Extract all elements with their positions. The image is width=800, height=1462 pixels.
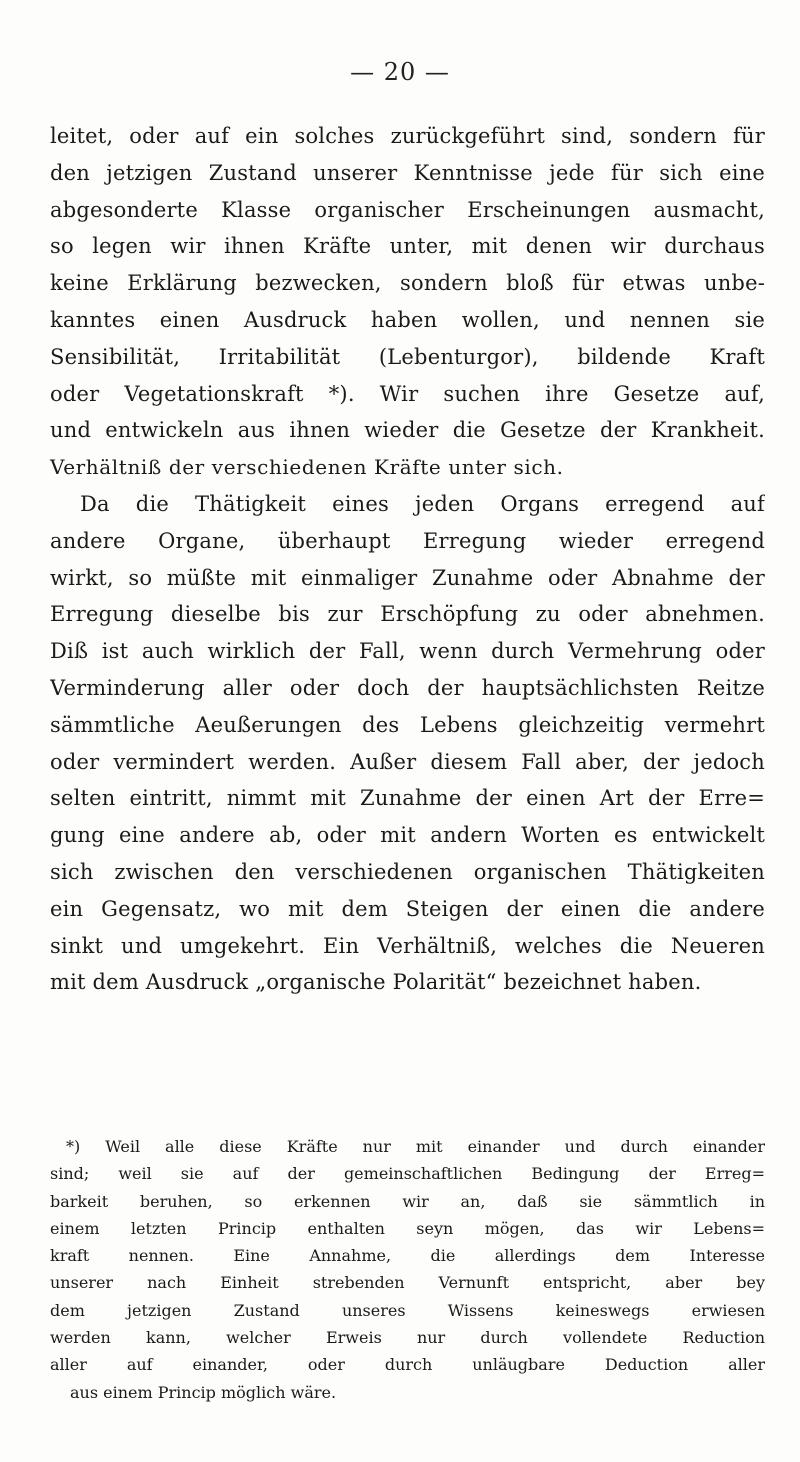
footnote-line: werden kann, welcher Erweis nur durch vollendete Reduction [50, 1328, 765, 1348]
main-text [50, 118, 765, 1001]
text-line: sich zwischen den verschiedenen organischen Thätigkeiten [50, 859, 765, 884]
section-heading: Verhältniß der verschiedenen Kräfte unter sich. [50, 455, 564, 480]
footnote-line: einem letzten Princip enthalten seyn mögen, das wir Lebens= [50, 1218, 765, 1238]
text-line: andere Organe, überhaupt Erregung wieder erregend [50, 528, 765, 553]
text-line: den jetzigen Zustand unserer Kenntnisse jede für sich eine [50, 160, 765, 185]
text-line: kanntes einen Ausdruck haben wollen, und nennen sie [50, 307, 765, 332]
footnote-line: aller auf einander, oder durch unläugbare Deduction aller [50, 1355, 765, 1375]
text-line: oder Vegetationskraft *). Wir suchen ihre Gesetze auf, [50, 381, 765, 406]
text-line: leitet, oder auf ein solches zurückgeführt sind, sondern für [50, 124, 765, 148]
text-line: und entwickeln aus ihnen wieder die Gesetze der Krankheit. [50, 418, 765, 443]
text-line: ein Gegensatz, wo mit dem Steigen der einen die andere [50, 896, 765, 921]
footnote-line: *) Weil alle diese Kräfte nur mit einander und durch einander [66, 1137, 765, 1156]
footnote-line: unserer nach Einheit strebenden Vernunft entspricht, aber bey [50, 1273, 765, 1293]
footnote-line: aus einem Princip möglich wäre. [70, 1382, 337, 1402]
footnote-line: kraft nennen. Eine Annahme, die allerdings dem Interesse [50, 1246, 765, 1266]
text-line: wirkt, so müßte mit einmaliger Zunahme oder Abnahme der [50, 565, 765, 590]
text-line: so legen wir ihnen Kräfte unter, mit denen wir durchaus [50, 234, 765, 259]
text-line: sämmtliche Aeußerungen des Lebens gleichzeitig vermehrt [50, 712, 765, 737]
text-line: keine Erklärung bezwecken, sondern bloß für etwas unbe- [50, 271, 765, 296]
text-line: mit dem Ausdruck „organische Polarität“ bezeichnet haben. [50, 970, 702, 995]
text-line: Diß ist auch wirklich der Fall, wenn durch Vermehrung oder [50, 639, 765, 664]
text-line: Erregung dieselbe bis zur Erschöpfung zu oder abnehmen. [50, 602, 765, 627]
text-line: selten eintritt, nimmt mit Zunahme der einen Art der Erre= [50, 786, 765, 811]
text-line: Da die Thätigkeit eines jeden Organs erregend auf [80, 491, 765, 516]
text-line: sinkt und umgekehrt. Ein Verhältniß, welches die Neueren [50, 933, 765, 958]
text-line: Sensibilität, Irritabilität (Lebenturgor), bildende Kraft [50, 344, 765, 369]
footnote [50, 1133, 765, 1406]
page-number: — 20 — [350, 58, 450, 86]
text-line: Verminderung aller oder doch der hauptsächlichsten Reitze [50, 675, 765, 700]
footnote-line: barkeit beruhen, so erkennen wir an, daß sie sämmtlich in [50, 1191, 765, 1211]
footnote-line: dem jetzigen Zustand unseres Wissens keineswegs erwiesen [50, 1300, 765, 1320]
text-line: abgesonderte Klasse organischer Erscheinungen ausmacht, [50, 197, 765, 222]
text-line: gung eine andere ab, oder mit andern Worten es entwickelt [50, 823, 765, 848]
text-line: oder vermindert werden. Außer diesem Fall aber, der jedoch [50, 749, 765, 774]
footnote-line: sind; weil sie auf der gemeinschaftlichen Bedingung der Erreg= [50, 1164, 765, 1184]
